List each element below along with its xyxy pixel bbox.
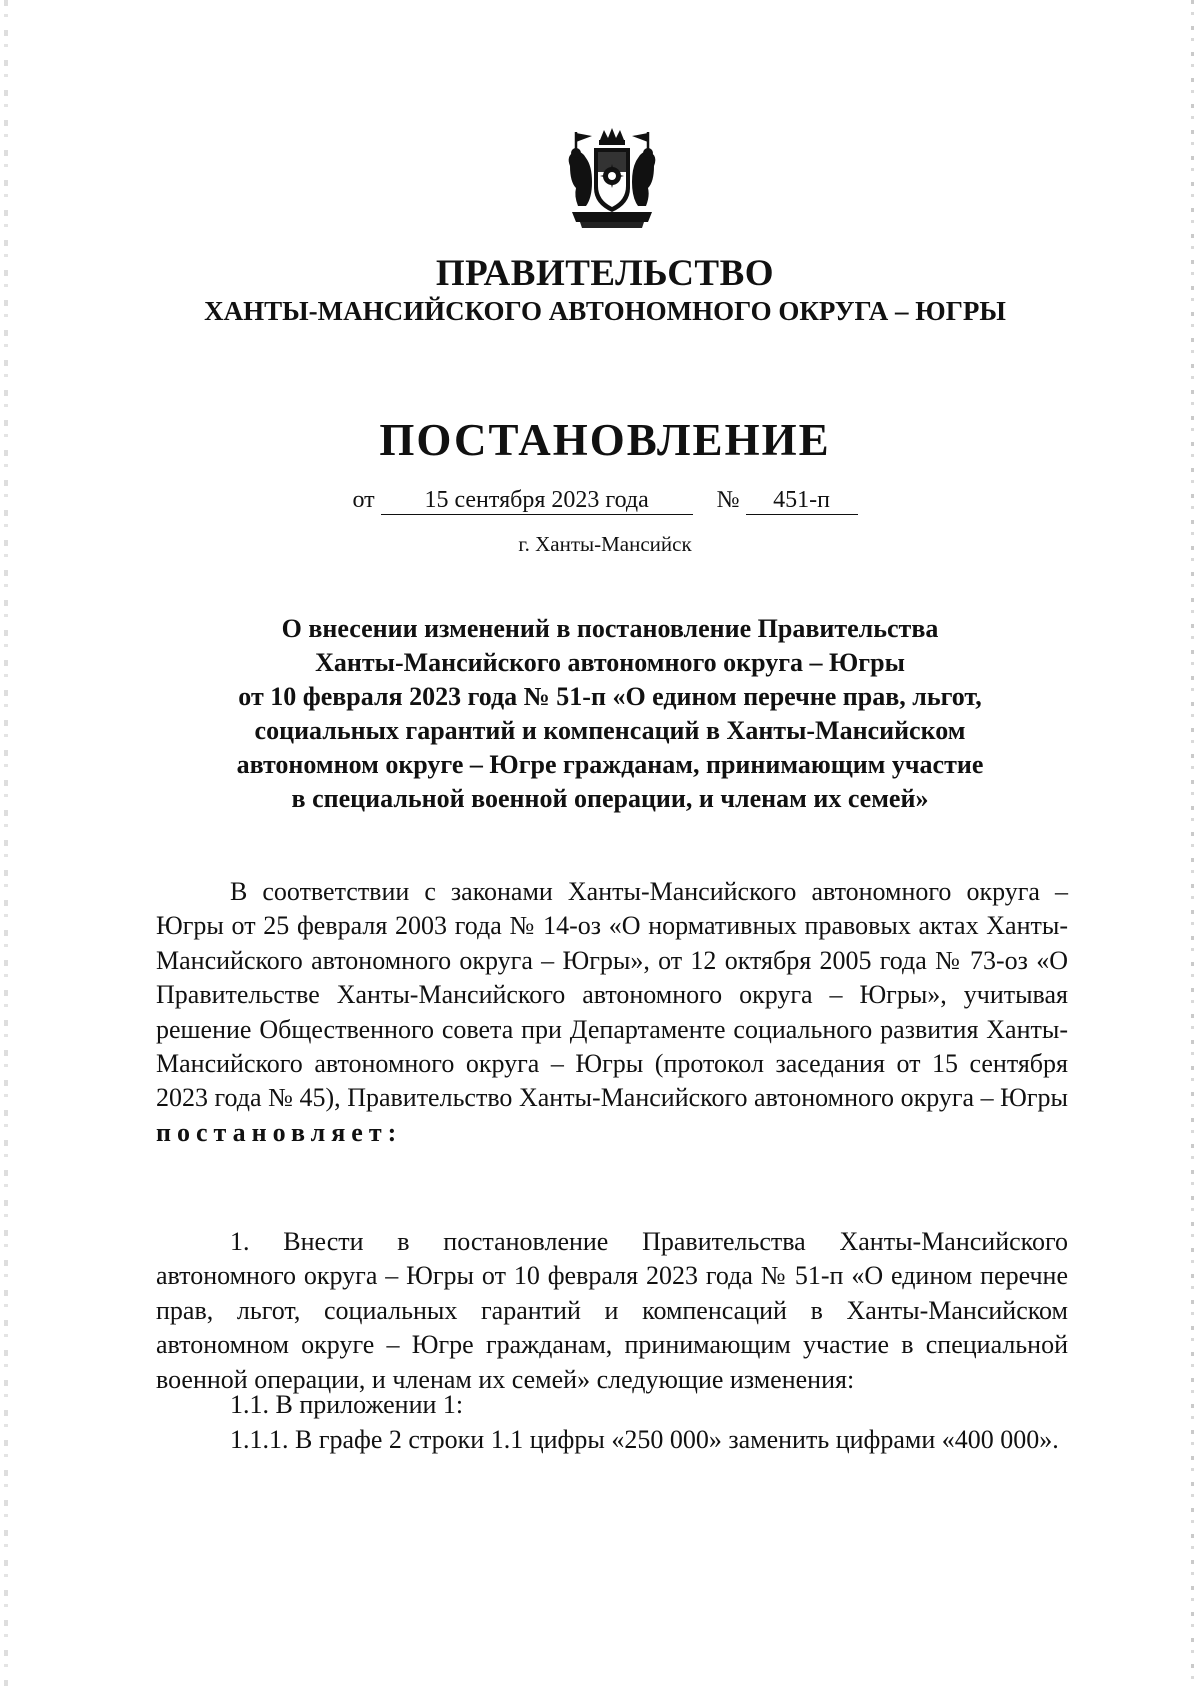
item-1 — [156, 1225, 1068, 1397]
item-1-text: 1. Внести в постановление Правительства Ханты-Мансийского автономного округа – Югры от 10 февраля 2023 года № 51-п «О едином перечне прав, льгот, социальных гарантий и компенсаций в Ханты-Мансийском автономном округе – Югре гражданам, принимающим участие в специальной военной операции, и членам их семей» следующие изменения: — [156, 1227, 1068, 1394]
document-heading — [150, 612, 1070, 816]
government-title: ПРАВИТЕЛЬСТВО — [435, 253, 775, 294]
heading-line: автономном округе – Югре гражданам, принимающим участие — [236, 750, 984, 779]
document-type: ПОСТАНОВЛЕНИЕ — [379, 415, 831, 465]
number-prefix: № — [716, 487, 740, 513]
heading-line: социальных гарантий и компенсаций в Ханты-Мансийском — [254, 716, 966, 745]
heading-line: в специальной военной операции, и членам их семей» — [291, 784, 929, 813]
region-title: ХАНТЫ-МАНСИЙСКОГО АВТОНОМНОГО ОКРУГА – ЮГРЫ — [204, 296, 1006, 326]
heading-line: Ханты-Мансийского автономного округа – Югры — [315, 648, 905, 677]
heading-line: от 10 февраля 2023 года № 51-п «О едином перечне прав, льгот, — [238, 682, 982, 711]
heading-line: О внесении изменений в постановление Правительства — [281, 614, 939, 643]
coat-of-arms-icon — [562, 126, 662, 230]
item-1-1-text: 1.1. В приложении 1: — [230, 1390, 464, 1419]
item-1-1-1 — [156, 1423, 1068, 1457]
city: г. Ханты-Мансийск — [518, 532, 692, 556]
preamble-paragraph — [156, 875, 1068, 1150]
item-1-1 — [156, 1388, 1068, 1422]
date-number-line — [0, 487, 1200, 515]
preamble-text: В соответствии с законами Ханты-Мансийского автономного округа – Югры от 25 февраля 2003 года № 14-оз «О нормативных правовых актах Ханты-Мансийского автономного округа – Югры», от 12 октября 2005 года № 73-оз «О Правительстве Ханты-Мансийского автономного округа – Югры», учитывая решение Общественного совета при Департаменте социального развития Ханты-Мансийского автономного округа – Югры (протокол заседания от 15 сентября 2023 года № 45), Правительство Ханты-Мансийского автономного округа – Югры — [156, 877, 1068, 1113]
document-number: 451-п — [746, 487, 858, 515]
resolves-verb: постановляет: — [156, 1117, 403, 1147]
item-1-1-1-text: 1.1.1. В графе 2 строки 1.1 цифры «250 000» заменить цифрами «400 000». — [230, 1425, 1059, 1454]
date-prefix: от — [352, 487, 375, 513]
document-date: 15 сентября 2023 года — [381, 487, 693, 515]
preamble — [156, 875, 1068, 1150]
